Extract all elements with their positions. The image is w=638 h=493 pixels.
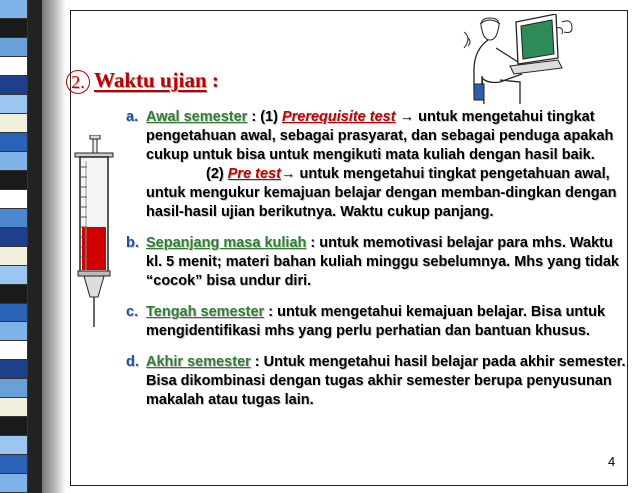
term-pre-test: Pre test	[227, 166, 281, 182]
list-item-akhir-semester	[126, 353, 626, 410]
list-marker: d.	[126, 354, 139, 370]
slide-title	[94, 68, 219, 93]
list-item-tengah-semester	[126, 303, 626, 341]
title-number: 2.	[66, 70, 90, 94]
list-marker: a.	[126, 109, 139, 125]
sub-number: (1)	[260, 109, 282, 125]
item-separator: :	[306, 235, 320, 251]
slide-title-text: Waktu ujian	[94, 68, 207, 92]
list-item-sepanjang-masa-kuliah	[126, 234, 626, 291]
item-separator: :	[250, 354, 264, 370]
list-marker: b.	[126, 235, 139, 251]
strip-shadow	[42, 0, 66, 493]
strip-squares	[0, 0, 28, 493]
sub-number: (2)	[206, 166, 228, 182]
slide-title-colon: :	[206, 68, 219, 92]
item-separator: :	[264, 304, 278, 320]
item-text: → untuk mengetahui tingkat pengetahuan awal, sebagai prasyarat, dan sebagai penduga apakah cukup untuk bisa untuk mengikuti mata kuliah dengan hasil baik.	[146, 109, 614, 163]
list-marker: c.	[126, 304, 139, 320]
item-text: untuk mengetahui kemajuan belajar. Bisa untuk mengidentifikasi mhs yang perlu perhatian dan bantuan khusus.	[146, 304, 606, 339]
item-text: → untuk mengetahui tingkat pengetahuan awal, untuk mengukur kemajuan belajar dengan memban-dingkan dengan hasil-hasil ujian berikutnya. Waktu cukup panjang.	[146, 166, 617, 220]
strip-bar	[28, 0, 42, 493]
item-separator: :	[247, 109, 261, 125]
item-label: Akhir semester	[146, 354, 251, 370]
syringe-icon	[70, 135, 118, 330]
item-label: Tengah semester	[146, 304, 265, 320]
item-text: Untuk mengetahui hasil belajar pada akhir semester. Bisa dikombinasi dengan tugas akhir semester berupa penyusunan makalah atau tugas lain.	[146, 354, 626, 408]
term-prerequisite-test: Prerequisite test	[281, 109, 396, 125]
item-label: Awal semester	[146, 109, 248, 125]
person-at-computer-icon	[460, 14, 580, 106]
list-item-awal-semester	[126, 108, 626, 222]
left-decorative-strip	[0, 0, 66, 493]
slide-body	[126, 108, 626, 422]
page-number: 4	[608, 454, 616, 469]
item-text: untuk memotivasi belajar para mhs. Waktu kl. 5 menit; materi bahan kuliah minggu sebelumnya. Mhs yang tidak “cocok” bisa undur diri.	[146, 235, 619, 289]
item-label: Sepanjang masa kuliah	[146, 235, 307, 251]
